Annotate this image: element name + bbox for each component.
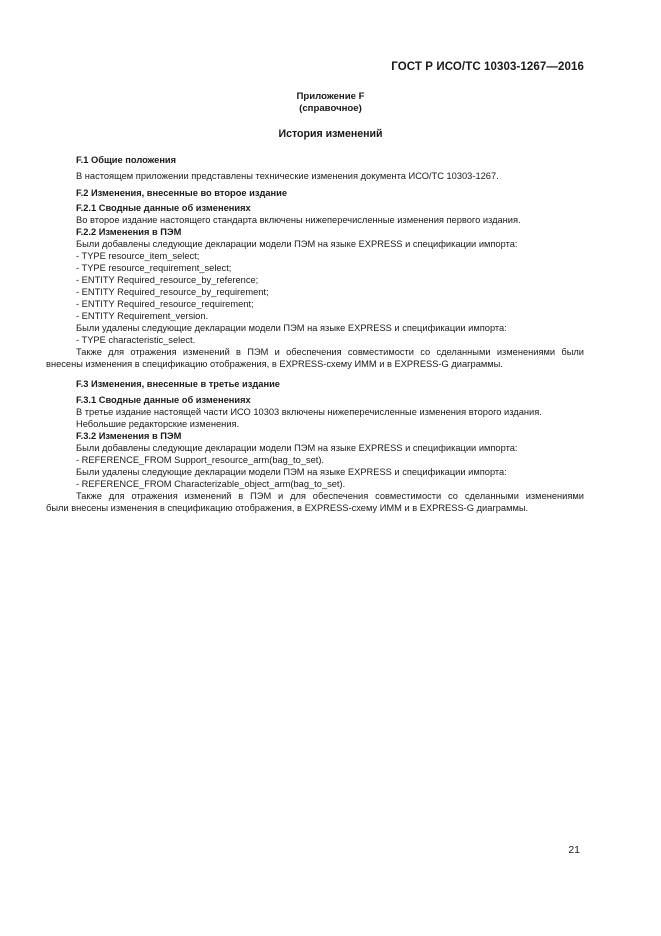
paragraph-continuation: были внесены изменения в спецификацию отображения, в EXPRESS-схему ИММ и в EXPRESS-G диаграммы.: [46, 503, 529, 513]
paragraph: Также для отражения изменений в ПЭМ и для обеспечения совместимости со сделанными изменениями: [76, 491, 584, 501]
section-heading-f3: F.3 Изменения, внесенные в третье издание: [76, 379, 280, 389]
section-heading-f2: F.2 Изменения, внесенные во второе издание: [76, 188, 288, 198]
paragraph: Были удалены следующие декларации модели ПЭМ на языке EXPRESS и спецификации импорта:: [76, 323, 507, 333]
list-item: - TYPE resource_requirement_select;: [76, 263, 232, 273]
list-item: - REFERENCE_FROM Characterizable_object_arm(bag_to_set).: [76, 479, 346, 489]
list-item: - ENTITY Required_resource_requirement;: [76, 299, 254, 309]
subsection-heading-f2-1: F.2.1 Сводные данные об изменениях: [76, 203, 251, 213]
paragraph: Также для отражения изменений в ПЭМ и обеспечения совместимости со сделанными изменениями были: [76, 347, 584, 357]
list-item: - TYPE characteristic_select.: [76, 335, 196, 345]
paragraph: В настоящем приложении представлены технические изменения документа ИСО/ТС 10303-1267.: [76, 171, 499, 181]
list-item: - ENTITY Requirement_version.: [76, 311, 209, 321]
history-heading: История изменений: [278, 128, 383, 140]
paragraph: В третье издание настоящей части ИСО 10303 включены нижеперечисленные изменения второго издания.: [76, 407, 542, 417]
subsection-heading-f3-2: F.3.2 Изменения в ПЭМ: [76, 431, 182, 441]
appendix-title: Приложение F: [296, 91, 365, 102]
subsection-heading-f2-2: F.2.2 Изменения в ПЭМ: [76, 227, 182, 237]
list-item: - REFERENCE_FROM Support_resource_arm(bag_to_set).: [76, 455, 325, 465]
paragraph: Во второе издание настоящего стандарта включены нижеперечисленные изменения первого издания.: [76, 215, 521, 225]
list-item: - TYPE resource_item_select;: [76, 251, 200, 261]
paragraph-continuation: внесены изменения в спецификацию отображения, в EXPRESS-схему ИММ и в EXPRESS-G диаграммы.: [46, 359, 503, 369]
page-number: 21: [568, 844, 580, 856]
document-code: ГОСТ Р ИСО/ТС 10303-1267—2016: [391, 61, 584, 73]
paragraph: Были удалены следующие декларации модели ПЭМ на языке EXPRESS и спецификации импорта:: [76, 467, 507, 477]
list-item: - ENTITY Required_resource_by_requirement;: [76, 287, 269, 297]
paragraph: Были добавлены следующие декларации модели ПЭМ на языке EXPRESS и спецификации импорта:: [76, 443, 518, 453]
subsection-heading-f3-1: F.3.1 Сводные данные об изменениях: [76, 395, 251, 405]
section-heading-f1: F.1 Общие положения: [76, 155, 177, 165]
appendix-subtitle: (справочное): [299, 103, 362, 114]
paragraph: Небольшие редакторские изменения.: [76, 419, 240, 429]
paragraph: Были добавлены следующие декларации модели ПЭМ на языке EXPRESS и спецификации импорта:: [76, 239, 518, 249]
list-item: - ENTITY Required_resource_by_reference;: [76, 275, 259, 285]
